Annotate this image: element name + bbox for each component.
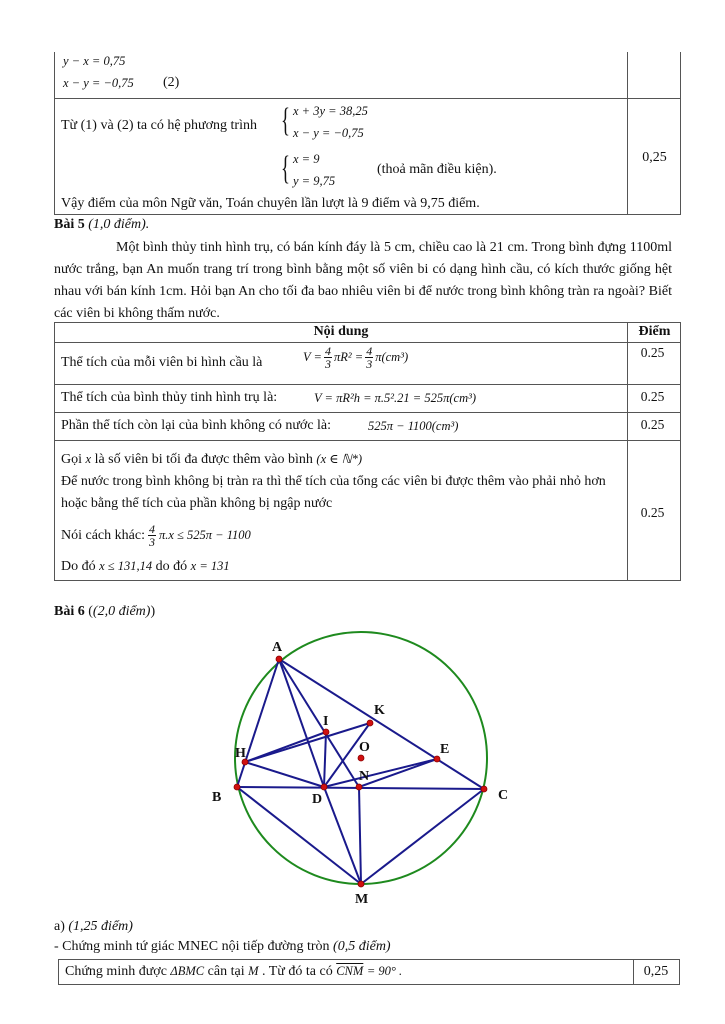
label-e: E (440, 742, 450, 757)
row2-score: 0.25 (640, 389, 665, 404)
angle-cnm: $\overline{CNM}$ (336, 964, 364, 978)
bai5-heading: Bài 5 (1,0 điểm). (54, 217, 150, 232)
point-n (356, 784, 362, 790)
row3-formula: 525π − 1100(cm³) (368, 419, 459, 433)
point-c (481, 786, 487, 792)
row4-line4: Do đó x ≤ 131,14 do đó x = 131 (61, 559, 230, 574)
solution-note: (thoả mãn điều kiện). (377, 162, 497, 177)
label-n: N (359, 769, 370, 784)
row4-line2: Để nước trong bình không bị tràn ra thì thể tích của tổng các viên bi được thêm vào phải nhỏ hơn hoặc bằng thể tích của phần không bị ngập nước (61, 474, 606, 511)
row4-line3: Nói cách khác: $\frac{4}{3}$ π.x ≤ 525π − 1100 (61, 522, 251, 549)
solution-eq-1: x = 9 (293, 152, 320, 166)
bai5-problem: Một bình thủy tinh hình trụ, có bán kính đáy là 5 cm, chiều cao là 21 cm. Trong bình đựng 1100ml nước trắng, bạn An muốn trang trí trong bình bằng một số viên bi có dạng hình cầu, có kích thước giống hệt nhau với bán kính 1cm. Hỏi bạn An cho tối đa bao nhiêu viên bi để nước trong bình không tràn ra ngoài? Biết các viên bi không thấm nước. (54, 240, 672, 321)
label-k: K (374, 703, 385, 718)
system-intro: Từ (1) và (2) ta có hệ phương trình (61, 118, 257, 133)
label-d: D (312, 792, 323, 807)
label-a: A (272, 640, 283, 655)
point-a (276, 656, 282, 662)
final-row (58, 959, 680, 985)
point-d (321, 784, 327, 790)
label-o: O (359, 740, 370, 755)
label-h: H (235, 746, 246, 761)
point-o (358, 755, 364, 761)
col-content-header: Nội dung (313, 324, 369, 339)
row2-text: Thể tích của bình thủy tinh hình trụ là: (61, 390, 278, 405)
label-b: B (212, 790, 222, 805)
row2-formula: V = πR²h = π.5².21 = 525π(cm³) (314, 391, 477, 405)
row4-line1: Gọi x là số viên bi tối đa được thêm vào bình (x ∈ ℕ*) (61, 452, 363, 467)
equation-2-tag: (2) (163, 75, 180, 90)
conclusion-text: Vậy điểm của môn Ngữ văn, Toán chuyên lần lượt là 9 điểm và 9,75 điểm. (61, 196, 480, 211)
point-k (367, 720, 373, 726)
label-i: I (323, 714, 329, 729)
bai6-heading: Bài 6 ((2,0 điểm)) (54, 604, 156, 619)
point-m (358, 881, 364, 887)
label-m: M (355, 892, 369, 907)
top-score: 0,25 (642, 150, 667, 165)
row3-score: 0.25 (640, 417, 665, 432)
point-b (234, 784, 240, 790)
col-score-header: Điểm (638, 324, 671, 339)
solution-eq-2: y = 9,75 (293, 174, 336, 188)
row1-formula: V = $\frac{4}{3}$ πR² = $\frac{4}{3}$ π(cm³) (303, 344, 409, 371)
row1-text: Thể tích của mỗi viên bi hình cầu là (61, 355, 263, 370)
final-row-score: 0,25 (643, 964, 669, 979)
part-a-heading: a) (1,25 điểm) (54, 919, 133, 934)
point-i (323, 729, 329, 735)
equation-1: y − x = 0,75 (63, 54, 126, 68)
part-a-task: - Chứng minh tứ giác MNEC nội tiếp đường tròn (0,5 điểm) (54, 939, 391, 954)
system-brace: { (281, 102, 290, 139)
solution-brace: { (281, 150, 290, 187)
row4-score: 0.25 (640, 505, 665, 520)
system-eq-1: x + 3y = 38,25 (293, 104, 368, 118)
final-row-text: Chứng minh được ΔBMC cân tại M . Từ đó ta có $\overline{CNM} = 90^\circ$ . (65, 964, 403, 979)
row3-text: Phần thể tích còn lại của bình không có nước là: (61, 418, 332, 433)
row1-score: 0.25 (640, 345, 665, 360)
equation-2: x − y = −0,75 (63, 76, 134, 90)
label-c: C (498, 788, 509, 803)
system-eq-2: x − y = −0,75 (293, 126, 364, 140)
